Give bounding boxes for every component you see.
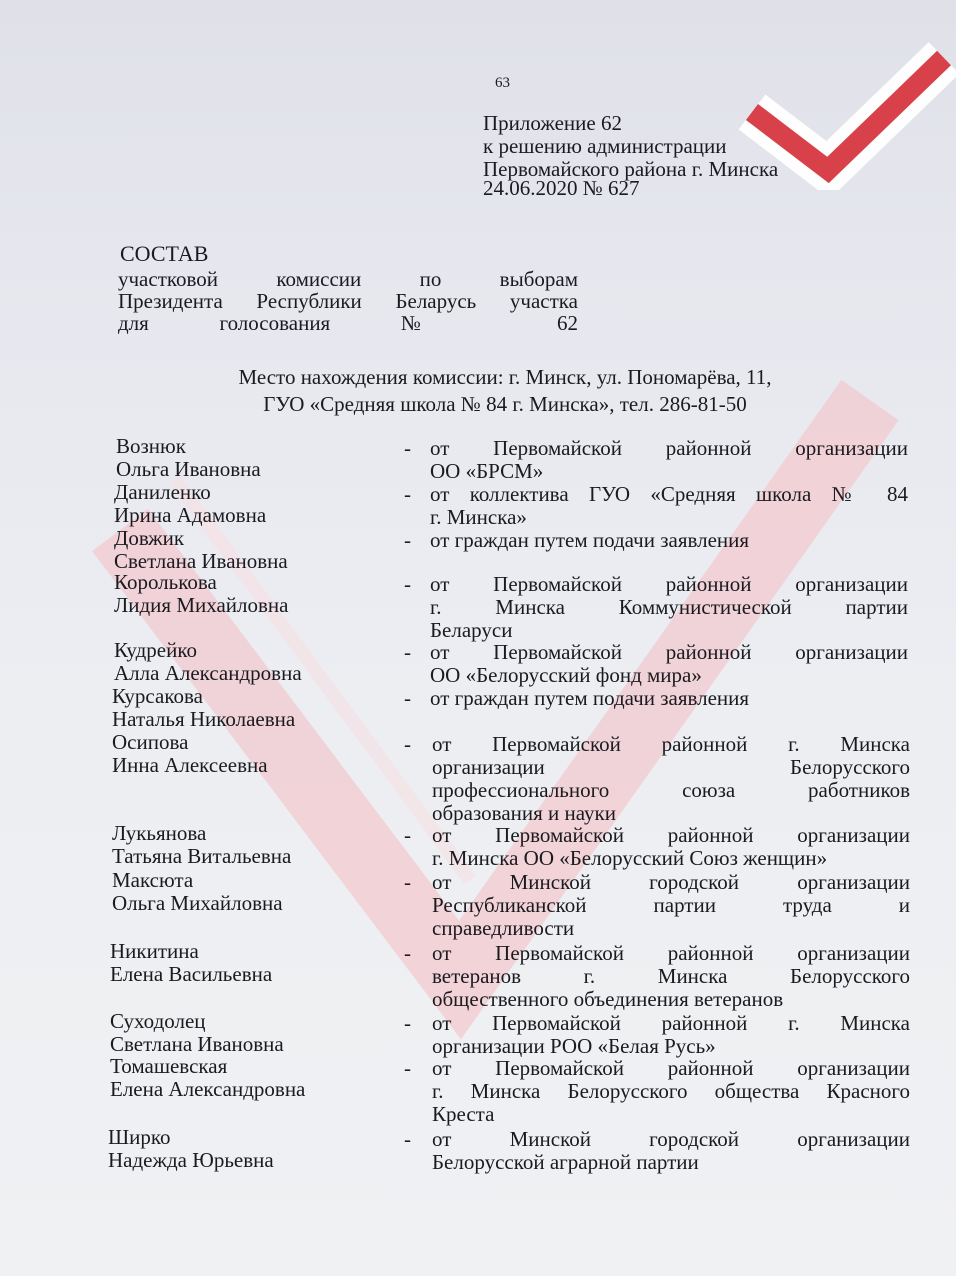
member-organization-line: организации РОО «Белая Русь» — [432, 1034, 716, 1058]
member-organization-line: Креста — [432, 1102, 495, 1126]
member-surname: Даниленко — [114, 480, 211, 504]
member-organization-line: от Первомайской районной организации — [432, 823, 910, 847]
member-given-name: Наталья Николаевна — [112, 707, 296, 731]
member-surname: Никитина — [110, 939, 199, 963]
member-dash: - — [404, 732, 411, 756]
member-dash: - — [404, 823, 411, 847]
annex-line-1: Приложение 62 — [483, 111, 622, 135]
member-surname: Ширко — [108, 1125, 171, 1149]
member-given-name: Светлана Ивановна — [110, 1032, 284, 1056]
annex-line-3: Первомайского района г. Минска — [483, 157, 779, 181]
location-line-2: ГУО «Средняя школа № 84 г. Минска», тел. 286-81-50 — [263, 392, 747, 416]
title-line-1: участковой комиссии по выборам — [118, 267, 578, 291]
member-dash: - — [404, 1127, 411, 1151]
member-dash: - — [404, 1011, 411, 1035]
member-given-name: Надежда Юрьевна — [108, 1148, 274, 1172]
member-organization-line: от коллектива ГУО «Средняя школа № 84 — [430, 482, 908, 506]
member-organization-line: г. Минска» — [430, 505, 527, 529]
member-organization-line: общественного объединения ветеранов — [432, 987, 784, 1011]
member-organization-line: от Первомайской районной г. Минска — [432, 732, 910, 756]
title-line-3: для голосования № 62 — [118, 311, 578, 335]
member-dash: - — [404, 482, 411, 506]
member-given-name: Ольга Михайловна — [112, 891, 283, 915]
member-given-name: Татьяна Витальевна — [112, 844, 292, 868]
member-organization-line: организации Белорусского — [432, 755, 910, 779]
member-organization-line: Белорусской аграрной партии — [432, 1150, 699, 1174]
member-given-name: Елена Васильевна — [110, 962, 273, 986]
member-organization-line: Беларуси — [430, 618, 513, 642]
document-title: СОСТАВ — [120, 241, 209, 266]
member-organization-line: от Минской городской организации — [432, 870, 910, 894]
member-given-name: Инна Алексеевна — [112, 753, 268, 777]
member-surname: Максюта — [112, 868, 194, 892]
member-organization-line: от граждан путем подачи заявления — [430, 528, 750, 552]
member-organization-line: от Первомайской районной г. Минска — [432, 1011, 910, 1035]
member-dash: - — [404, 941, 411, 965]
member-organization-line: Республиканской партии труда и — [432, 893, 910, 917]
member-dash: - — [404, 640, 411, 664]
member-dash: - — [404, 686, 411, 710]
member-surname: Томашевская — [110, 1054, 228, 1078]
member-organization-line: от Минской городской организации — [432, 1127, 910, 1151]
member-organization-line: ОО «БРСМ» — [430, 459, 544, 483]
member-surname: Кудрейко — [114, 638, 197, 662]
member-organization-line: ОО «Белорусский фонд мира» — [430, 663, 702, 687]
member-given-name: Елена Александровна — [110, 1077, 306, 1101]
member-surname: Осипова — [112, 730, 189, 754]
member-surname: Довжик — [114, 526, 185, 550]
member-organization-line: профессионального союза работников — [432, 778, 910, 802]
member-given-name: Алла Александровна — [114, 661, 302, 685]
member-surname: Суходолец — [110, 1009, 206, 1033]
member-organization-line: ветеранов г. Минска Белорусского — [432, 964, 910, 988]
member-organization-line: г. Минска ОО «Белорусский Союз женщин» — [432, 846, 828, 870]
member-organization-line: от Первомайской районной организации — [430, 436, 908, 460]
member-given-name: Ольга Ивановна — [116, 457, 261, 481]
member-organization-line: от Первомайской районной организации — [430, 572, 908, 596]
member-dash: - — [404, 528, 411, 552]
member-dash: - — [404, 870, 411, 894]
member-organization-line: г. Минска Коммунистической партии — [430, 595, 908, 619]
annex-line-4: 24.06.2020 № 627 — [483, 176, 640, 200]
member-given-name: Светлана Ивановна — [114, 549, 288, 573]
member-surname: Вознюк — [116, 434, 186, 458]
member-dash: - — [404, 436, 411, 460]
location-line-1: Место нахождения комиссии: г. Минск, ул. Пономарёва, 11, — [238, 365, 772, 389]
title-line-2: Президента Республики Беларусь участка — [118, 289, 578, 313]
member-organization-line: образования и науки — [432, 801, 616, 825]
member-surname: Королькова — [114, 570, 217, 594]
member-surname: Лукьянова — [112, 821, 207, 845]
member-dash: - — [404, 572, 411, 596]
member-surname: Курсакова — [112, 684, 203, 708]
member-given-name: Лидия Михайловна — [114, 593, 289, 617]
annex-line-2: к решению администрации — [483, 134, 727, 158]
member-dash: - — [404, 1056, 411, 1080]
member-organization-line: г. Минска Белорусского общества Красного — [432, 1079, 910, 1103]
page-number: 63 — [495, 75, 510, 91]
member-organization-line: от Первомайской районной организации — [430, 640, 908, 664]
member-organization-line: от Первомайской районной организации — [432, 941, 910, 965]
member-organization-line: справедливости — [432, 916, 575, 940]
member-given-name: Ирина Адамовна — [114, 503, 267, 527]
member-organization-line: от Первомайской районной организации — [432, 1056, 910, 1080]
member-organization-line: от граждан путем подачи заявления — [430, 686, 750, 710]
